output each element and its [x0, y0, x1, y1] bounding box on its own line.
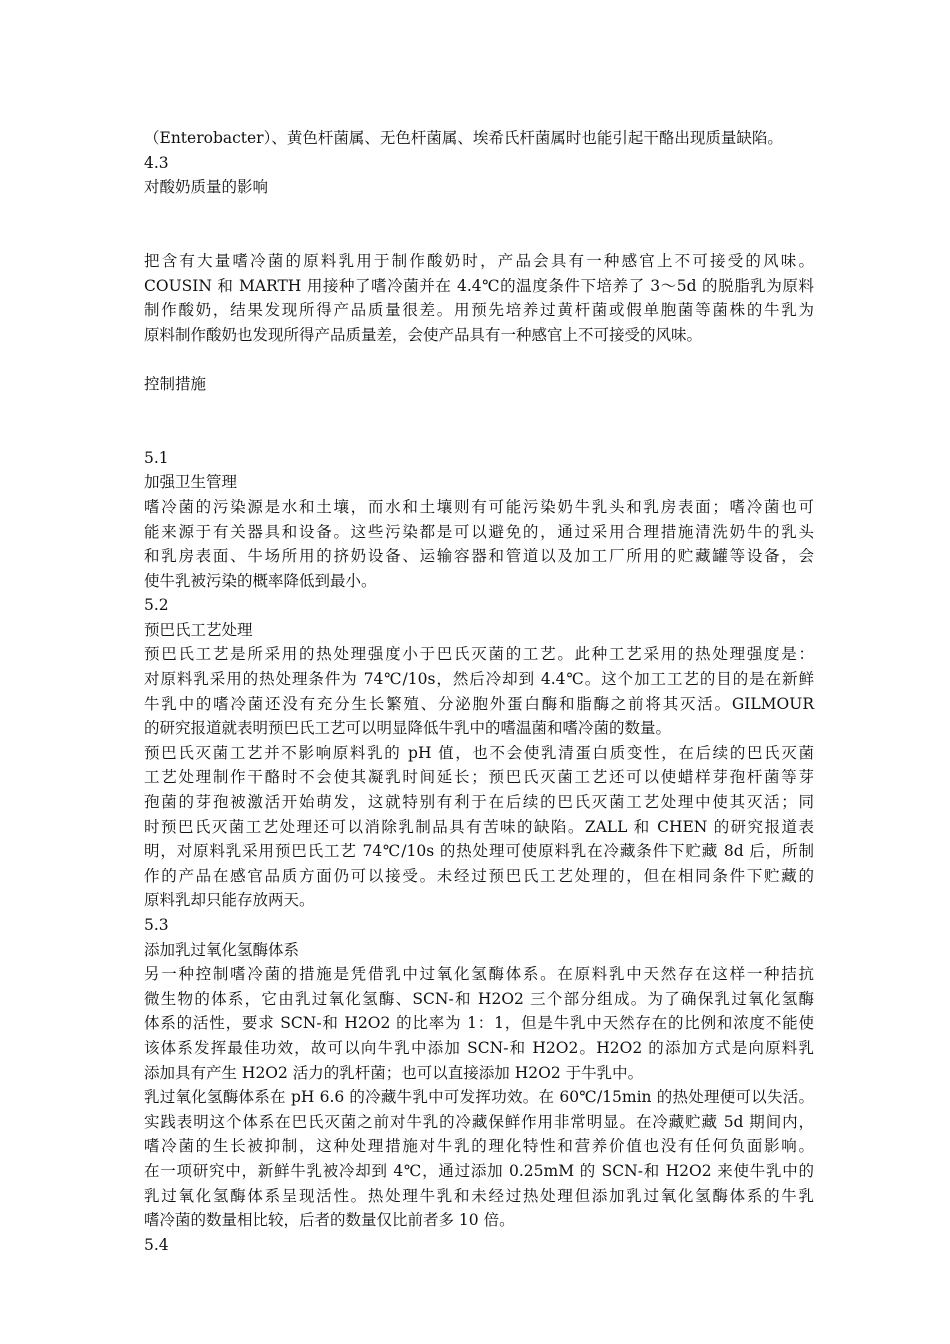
para-line: 能来源于有关器具和设备。这些污染都是可以避免的，通过采用合理措施清洗奶牛的乳头 [144, 522, 814, 541]
section-title: 对酸奶质量的影响 [144, 178, 269, 197]
section-title: 加强卫生管理 [144, 473, 238, 492]
para-line: 作的产品在感官品质方面仍可以接受。未经过预巴氏工艺处理的，但在相同条件下贮藏的 [144, 866, 814, 885]
para-line: 和乳房表面、牛场所用的挤奶设备、运输容器和管道以及加工厂所用的贮藏罐等设备，会 [144, 547, 814, 566]
para-line: 预巴氏工艺是所采用的热处理强度小于巴氏灭菌的工艺。此种工艺采用的热处理强度是： [144, 645, 814, 664]
para-line: 原料制作酸奶也发现所得产品质量差，会使产品具有一种感官上不可接受的风味。 [144, 325, 703, 344]
para-line: 嗜冷菌的数量相比较，后者的数量仅比前者多 10 倍。 [144, 1211, 515, 1230]
para-line: 对原料乳采用的热处理条件为 74℃/10s，然后冷却到 4.4℃。这个加工工艺的目的是在新鲜 [144, 670, 814, 689]
document-page [144, 126, 814, 1257]
para-line: 乳过氧化氢酶体系在 pH 6.6 的冷藏牛乳中可发挥功效。在 60℃/15min 的热处理便可以失活。 [144, 1088, 814, 1107]
para-line: 明，对原料乳采用预巴氏工艺 74℃/10s 的热处理可使原料乳在冷藏条件下贮藏 8d 后，所制 [144, 842, 814, 861]
para-line: 体系的活性，要求 SCN-和 H2O2 的比率为 1：1，但是牛乳中天然存在的比例和浓度不能使 [144, 1014, 814, 1033]
para-line: 把含有大量嗜冷菌的原料乳用于制作酸奶时，产品会具有一种感官上不可接受的风味。 [144, 251, 814, 270]
section-title: 预巴氏工艺处理 [144, 620, 253, 639]
para-line: 嗜冷菌的污染源是水和土壤，而水和土壤则有可能污染奶牛乳头和乳房表面；嗜冷菌也可 [144, 497, 814, 516]
para-line: 在一项研究中，新鲜牛乳被冷却到 4℃，通过添加 0.25mM 的 SCN-和 H2O2 来使牛乳中的 [144, 1161, 814, 1180]
para-line: 孢菌的芽孢被激活开始萌发，这就特别有利于在后续的巴氏灭菌工艺处理中使其灭活；同 [144, 793, 814, 812]
para-line: 乳过氧化氢酶体系呈现活性。热处理牛乳和未经过热处理但添加乳过氧化氢酶体系的牛乳 [144, 1186, 814, 1205]
para-line: 嗜冷菌的生长被抑制，这种处理措施对牛乳的理化特性和营养价值也没有任何负面影响。 [144, 1137, 814, 1156]
para-line: 牛乳中的嗜冷菌还没有充分生长繁殖、分泌胞外蛋白酶和脂酶之前将其灭活。GILMOUR [144, 694, 814, 713]
para-line: 的研究报道就表明预巴氏工艺可以明显降低牛乳中的嗜温菌和嗜冷菌的数量。 [144, 719, 672, 738]
para-line: 工艺处理制作干酪时不会使其凝乳时间延长；预巴氏灭菌工艺还可以使蜡样芽孢杆菌等芽 [144, 768, 814, 787]
para-line: 添加具有产生 H2O2 活力的乳杆菌；也可以直接添加 H2O2 于牛乳中。 [144, 1063, 644, 1082]
para-line: 原料乳却只能存放两天。 [144, 891, 315, 910]
section-number: 5.1 [144, 448, 169, 467]
para-line: 微生物的体系，它由乳过氧化氢酶、SCN-和 H2O2 三个部分组成。为了确保乳过氧化氢酶 [144, 989, 814, 1008]
para-line: 实践表明这个体系在巴氏灭菌之前对牛乳的冷藏保鲜作用非常明显。在冷藏贮藏 5d 期间内， [144, 1112, 814, 1131]
section-title: 添加乳过氧化氢酶体系 [144, 940, 300, 959]
para-line: 预巴氏灭菌工艺并不影响原料乳的 pH 值，也不会使乳清蛋白质变性，在后续的巴氏灭菌 [144, 743, 814, 762]
para-line: 使牛乳被污染的概率降低到最小。 [144, 571, 377, 590]
para-line: （Enterobacter）、黄色杆菌属、无色杆菌属、埃希氏杆菌属时也能引起干酪出现质量缺陷。 [144, 129, 783, 147]
section-number: 5.2 [144, 596, 169, 615]
section-number: 5.3 [144, 916, 169, 934]
para-line: 该体系发挥最佳功效，故可以向牛乳中添加 SCN-和 H2O2。H2O2 的添加方式是向原料乳 [144, 1038, 814, 1057]
section-number: 5.4 [144, 1235, 169, 1254]
para-line: 时预巴氏灭菌工艺处理还可以消除乳制品具有苦味的缺陷。ZALL 和 CHEN 的研究报道表 [144, 817, 814, 836]
para-line: COUSIN 和 MARTH 用接种了嗜冷菌并在 4.4℃的温度条件下培养了 3～5d 的脱脂乳为原料 [144, 276, 814, 295]
section-number: 4.3 [144, 153, 169, 172]
para-line: 另一种控制嗜冷菌的措施是凭借乳中过氧化氢酶体系。在原料乳中天然存在这样一种拮抗 [144, 965, 814, 984]
section-heading: 控制措施 [144, 374, 207, 393]
para-line: 制作酸奶，结果发现所得产品质量很差。用预先培养过黄杆菌或假单胞菌等菌株的牛乳为 [144, 301, 814, 320]
